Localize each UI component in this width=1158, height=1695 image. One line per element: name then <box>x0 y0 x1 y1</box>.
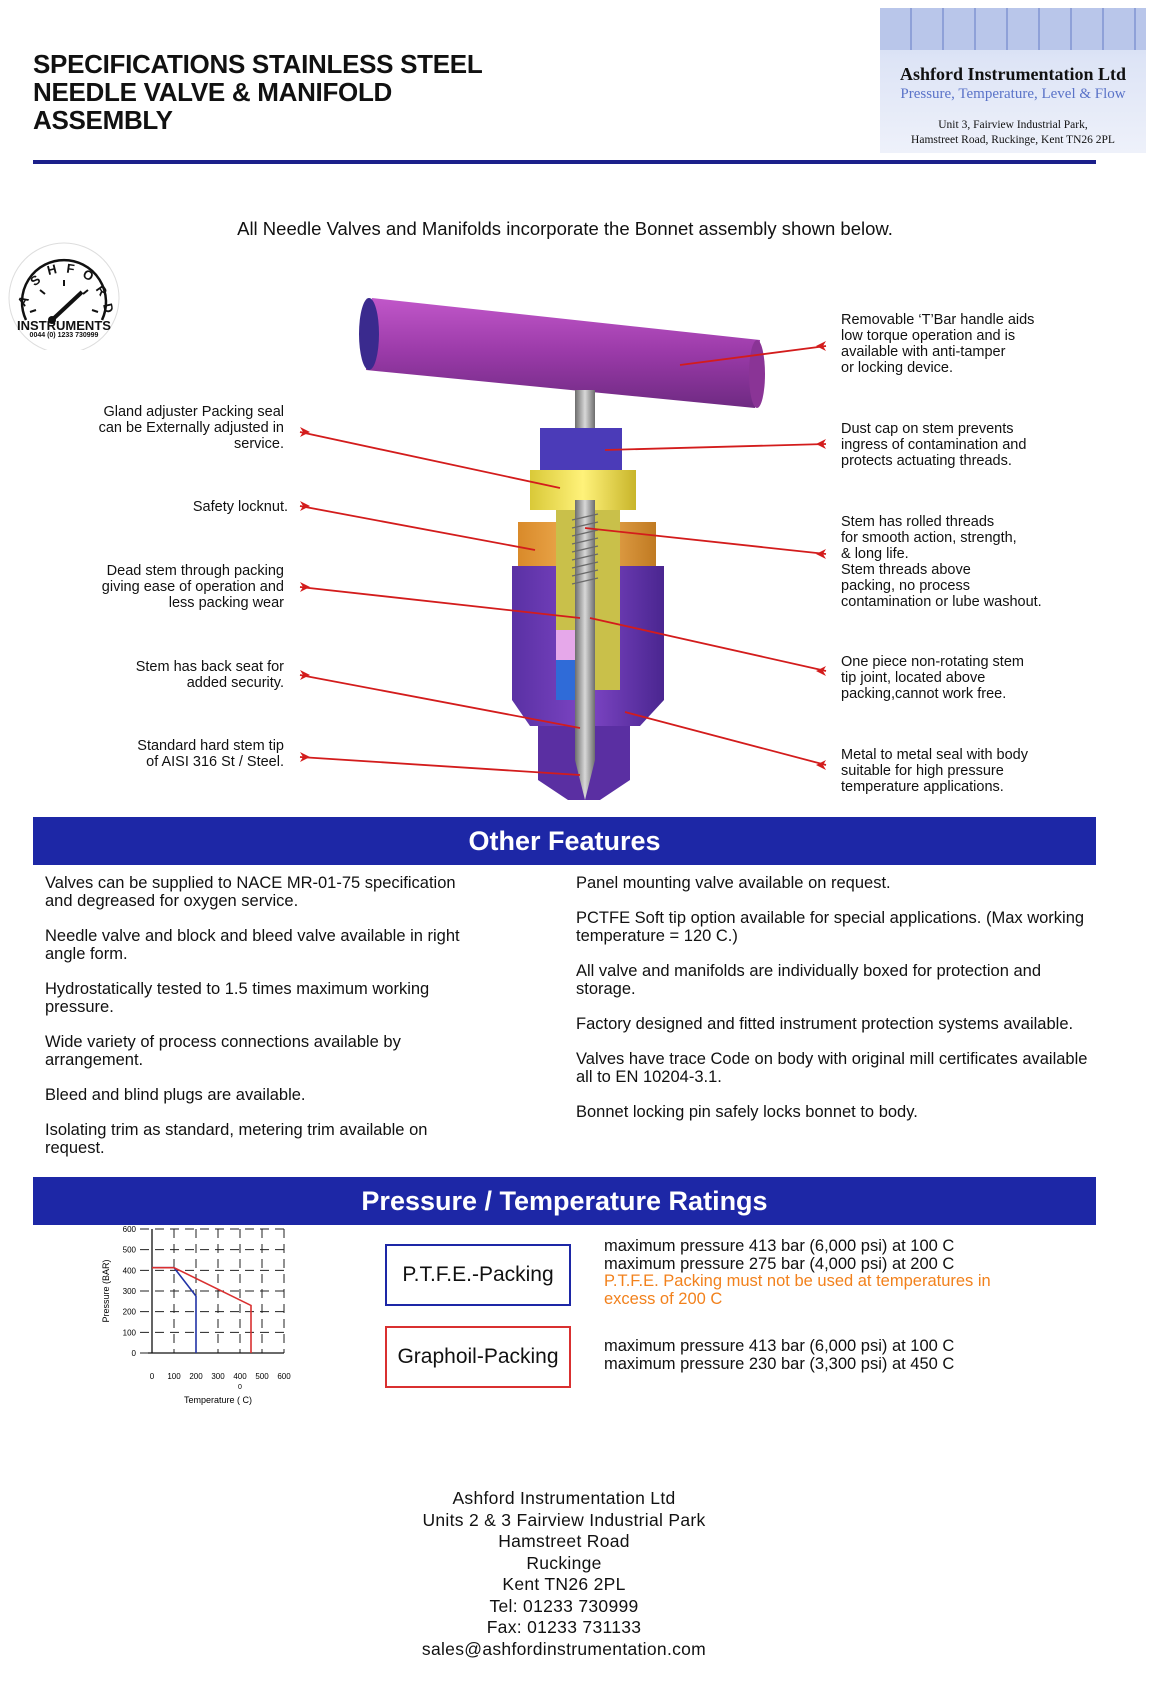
graphoil-ratings <box>604 1338 954 1373</box>
label-line: Removable ‘T’Bar handle aids <box>841 312 1035 328</box>
label-line: Stem has rolled threads <box>841 514 995 530</box>
x-tick-label: 0 <box>149 1372 155 1381</box>
footer-line: Units 2 & 3 Fairview Industrial Park <box>422 1509 706 1530</box>
label-line: of AISI 316 St / Steel. <box>146 754 284 770</box>
svg-text:D: D <box>100 301 117 315</box>
label-line: added security. <box>186 675 284 691</box>
label-line: Stem threads above <box>841 562 971 578</box>
label-stem-tip <box>40 738 284 770</box>
label-line: temperature applications. <box>841 779 1004 795</box>
svg-text:S: S <box>27 271 44 290</box>
pressure-temperature-chart <box>95 1225 330 1440</box>
y-tick-label: 200 <box>122 1307 136 1317</box>
feature-item: Panel mounting valve available on request. <box>576 874 891 892</box>
label-line: packing,cannot work free. <box>841 686 1007 702</box>
y-tick-label: 100 <box>122 1328 136 1338</box>
label-dead-stem <box>40 563 284 611</box>
x-tick-label: 400 <box>233 1372 247 1381</box>
feature-item: Hydrostatically tested to 1.5 times maximum working pressure. <box>45 980 430 1016</box>
label-back-seat <box>40 659 284 691</box>
label-line: protects actuating threads. <box>841 453 1012 469</box>
feature-item: PCTFE Soft tip option available for special applications. (Max working temperature = 120 C.) <box>576 909 1085 945</box>
label-safety-locknut <box>40 499 288 515</box>
y-tick-label: 600 <box>122 1225 136 1234</box>
feature-item: Isolating trim as standard, metering trim available on request. <box>45 1121 428 1157</box>
svg-text:H: H <box>45 261 59 279</box>
title-line-1: SPECIFICATIONS STAINLESS STEEL <box>33 49 483 79</box>
label-line: ingress of contamination and <box>841 437 1027 453</box>
feature-item: All valve and manifolds are individually boxed for protection and storage. <box>576 962 1042 998</box>
y-tick-label: 0 <box>131 1349 136 1358</box>
ptfe-packing-box: P.T.F.E.-Packing <box>385 1244 571 1306</box>
feature-item: Bleed and blind plugs are available. <box>45 1086 306 1104</box>
feature-item: Factory designed and fitted instrument protection systems available. <box>576 1015 1074 1033</box>
label-dust-cap <box>841 421 1141 469</box>
label-line: giving ease of operation and <box>101 579 284 595</box>
label-line: service. <box>234 436 284 452</box>
label-line: less packing wear <box>168 595 284 611</box>
label-rolled-threads <box>841 514 1141 610</box>
x-tick-label: 300 <box>211 1372 225 1381</box>
graphoil-packing-box: Graphoil-Packing <box>385 1326 571 1388</box>
y-tick-label: 400 <box>122 1266 136 1276</box>
logo-phone: 0044 (0) 1233 730999 <box>29 332 99 339</box>
rating-line: maximum pressure 275 bar (4,000 psi) at 200 C <box>604 1254 955 1273</box>
footer-line: Tel: 01233 730999 <box>489 1595 639 1616</box>
footer-line: Fax: 01233 731133 <box>486 1617 642 1637</box>
label-line: or locking device. <box>841 360 954 376</box>
ptfe-warning-line: excess of 200 C <box>604 1289 723 1308</box>
ptfe-warning-line: P.T.F.E. Packing must not be used at temperatures in <box>604 1272 991 1290</box>
logo-name: INSTRUMENTS <box>17 318 111 333</box>
rating-line: maximum pressure 230 bar (3,300 psi) at 450 C <box>604 1354 955 1373</box>
rating-line: maximum pressure 413 bar (6,000 psi) at 100 C <box>604 1337 955 1355</box>
label-line: Safety locknut. <box>192 499 288 515</box>
label-line: One piece non-rotating stem <box>841 654 1024 670</box>
svg-text:R: R <box>92 282 111 299</box>
y-tick-label: 300 <box>122 1287 136 1296</box>
label-line: contamination or lube washout. <box>841 594 1042 610</box>
y-tick-label: 500 <box>122 1245 136 1255</box>
feature-item: Needle valve and block and bleed valve available in right angle form. <box>45 927 460 963</box>
x-axis-label: Temperature ( C) <box>183 1395 253 1405</box>
label-line: Dust cap on stem prevents <box>841 421 1014 437</box>
footer-email: sales@ashfordinstrumentation.com <box>421 1638 707 1659</box>
company-tagline: Pressure, Temperature, Level & Flow <box>900 86 1126 102</box>
svg-text:A: A <box>14 292 32 309</box>
label-line: suitable for high pressure <box>841 763 1004 779</box>
ratings-heading: Pressure / Temperature Ratings <box>33 1177 1096 1225</box>
company-address-line: Unit 3, Fairview Industrial Park, <box>938 119 1088 131</box>
packing-ring <box>556 630 578 660</box>
feature-item: Bonnet locking pin safely locks bonnet to body. <box>576 1103 918 1121</box>
label-line: Standard hard stem tip <box>137 738 284 754</box>
dust-cap <box>540 428 622 474</box>
feature-item: Valves have trace Code on body with original mill certificates available all to EN 10204-3.1. <box>576 1050 1088 1086</box>
x-tick-label: 600 <box>277 1372 291 1381</box>
x-tick-label: 200 <box>189 1372 203 1381</box>
footer-address <box>300 1488 828 1688</box>
label-line: packing, no process <box>841 578 970 594</box>
label-line: tip joint, located above <box>841 670 986 686</box>
ptfe-ratings <box>604 1238 991 1308</box>
footer-line: Ashford Instrumentation Ltd <box>452 1488 676 1508</box>
x-tick-label: 500 <box>255 1372 269 1381</box>
label-line: for smooth action, strength, <box>841 530 1017 546</box>
svg-text:F: F <box>65 260 76 277</box>
title-line-3: ASSEMBLY <box>33 105 173 135</box>
label-line: available with anti-tamper <box>841 344 1006 360</box>
intro-text: All Needle Valves and Manifolds incorporate the Bonnet assembly shown below. <box>237 218 893 239</box>
label-gland-adjuster <box>40 404 284 452</box>
label-line: & long life. <box>841 546 909 562</box>
feature-item: Wide variety of process connections available by arrangement. <box>45 1033 401 1069</box>
label-stem-tip-joint <box>841 654 1141 702</box>
t-bar-handle <box>359 298 765 408</box>
label-line: Stem has back seat for <box>135 659 284 675</box>
x-axis-label-degree: 0 <box>238 1384 242 1391</box>
other-features-heading: Other Features <box>33 817 1096 865</box>
y-axis-label: Pressure (BAR) <box>101 1259 111 1323</box>
label-line: Gland adjuster Packing seal <box>103 404 284 420</box>
company-address-line: Hamstreet Road, Ruckinge, Kent TN26 2PL <box>911 134 1115 146</box>
label-line: low torque operation and is <box>841 328 1016 344</box>
svg-text:O: O <box>80 266 97 285</box>
features-left-column <box>45 874 475 1174</box>
label-line: can be Externally adjusted in <box>98 420 284 436</box>
footer-line: Ruckinge <box>526 1552 602 1573</box>
title-line-2: NEEDLE VALVE & MANIFOLD <box>33 77 393 107</box>
x-tick-label: 100 <box>167 1372 181 1381</box>
label-t-bar-handle <box>841 312 1141 376</box>
packing-ring <box>556 660 578 700</box>
label-line: Dead stem through packing <box>106 563 284 579</box>
label-line: Metal to metal seal with body <box>841 747 1028 763</box>
features-right-column <box>576 874 1096 1138</box>
footer-line: Hamstreet Road <box>498 1531 630 1551</box>
rating-line: maximum pressure 413 bar (6,000 psi) at 100 C <box>604 1237 955 1255</box>
valve-stem-lower <box>575 500 595 800</box>
company-name: Ashford Instrumentation Ltd <box>899 64 1127 84</box>
label-metal-seal <box>841 747 1141 795</box>
footer-line: Kent TN26 2PL <box>502 1574 626 1594</box>
series-line-2 <box>152 1268 251 1353</box>
feature-item: Valves can be supplied to NACE MR-01-75 specification and degreased for oxygen service. <box>45 874 456 910</box>
